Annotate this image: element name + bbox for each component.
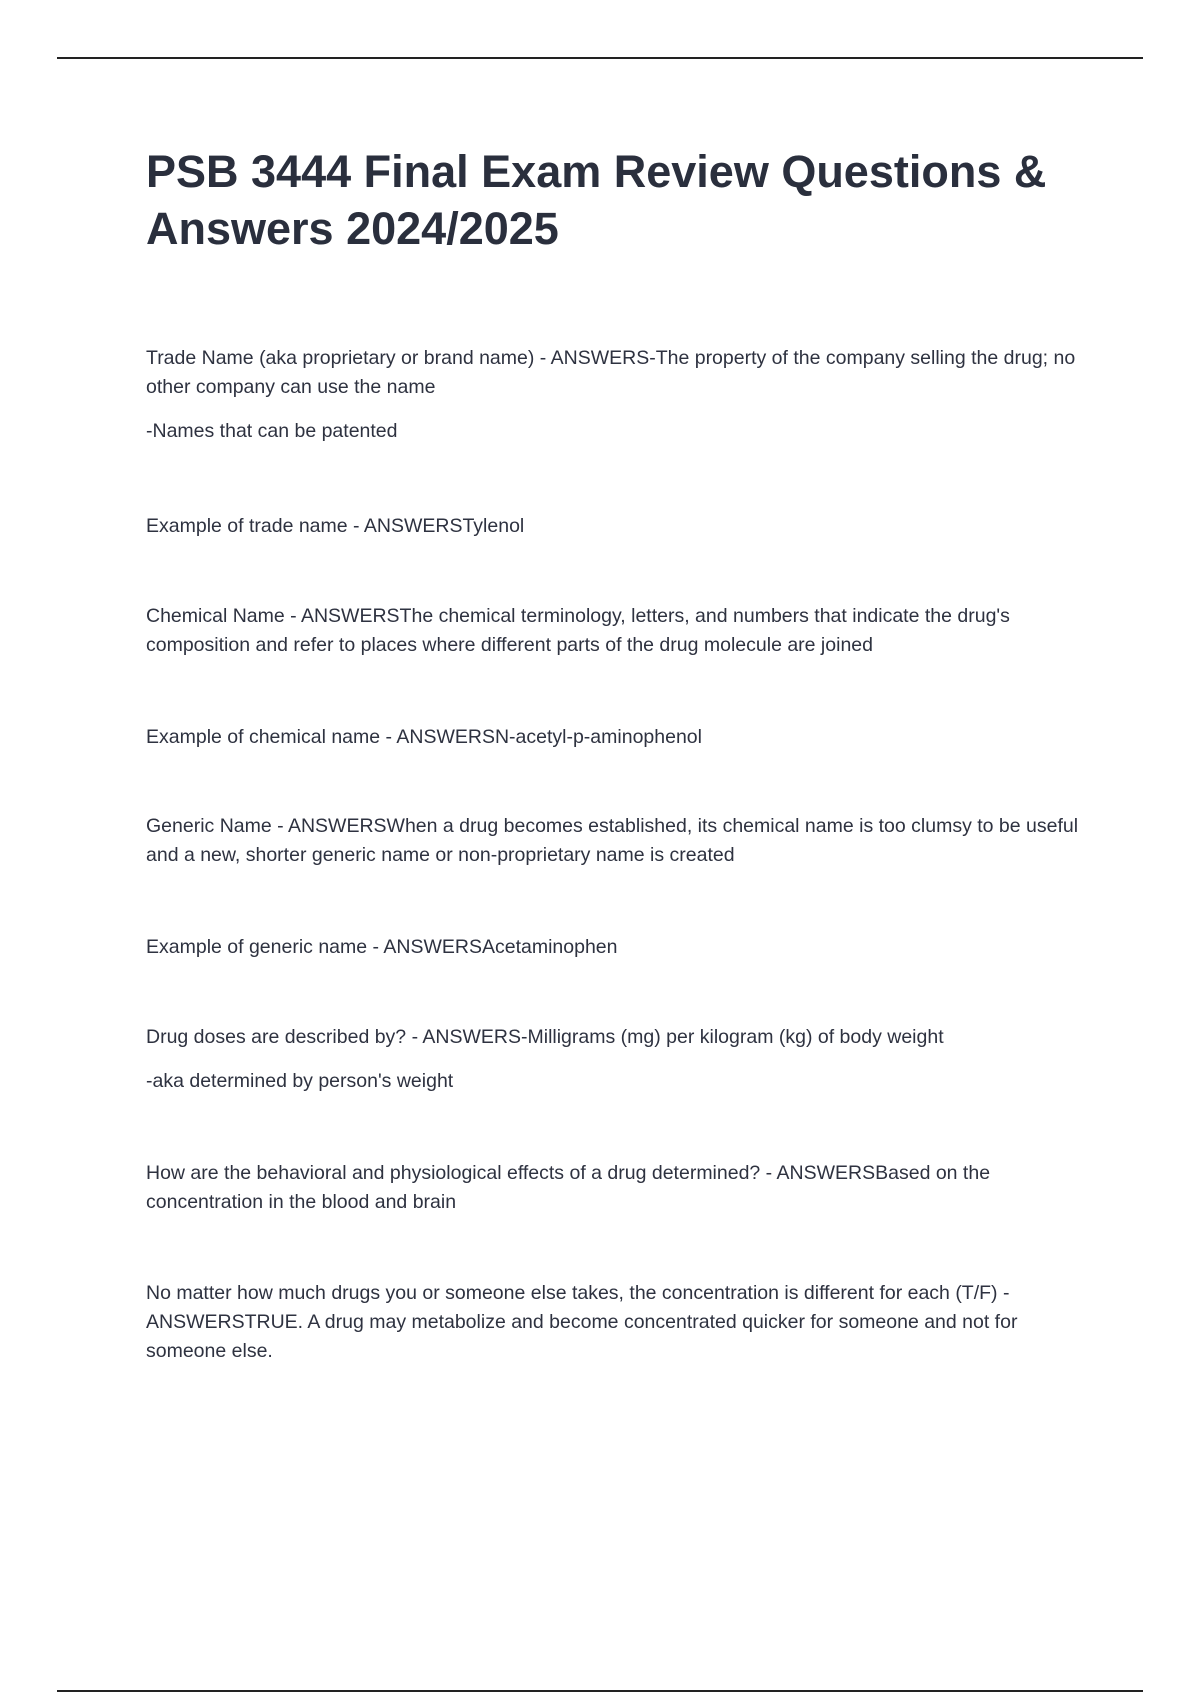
document-title: PSB 3444 Final Exam Review Questions & Answers 2024/2025: [146, 146, 1047, 254]
qa-item-chemical-name-example: [146, 723, 1086, 752]
qa-item-effects-determined: [146, 1159, 1086, 1217]
qa-paragraph: Trade Name (aka proprietary or brand name) - ANSWERS-The property of the company selling the drug; no other company can use the name: [146, 347, 1076, 398]
qa-paragraph: Example of chemical name - ANSWERSN-acetyl-p-aminophenol: [146, 726, 702, 748]
qa-item-trade-name-example: [146, 512, 1086, 541]
qa-paragraph: -Names that can be patented: [146, 420, 398, 442]
qa-paragraph: -aka determined by person's weight: [146, 1070, 454, 1092]
qa-item-chemical-name: [146, 602, 1086, 660]
qa-paragraph: Chemical Name - ANSWERSThe chemical terminology, letters, and numbers that indicate the drug's composition and refer to places where different parts of the drug molecule are joined: [146, 605, 1010, 656]
qa-paragraph: Drug doses are described by? - ANSWERS-Milligrams (mg) per kilogram (kg) of body weight: [146, 1026, 944, 1048]
top-divider: [57, 57, 1143, 59]
qa-paragraph: Generic Name - ANSWERSWhen a drug becomes established, its chemical name is too clumsy to be useful and a new, shorter generic name or non-proprietary name is created: [146, 815, 1079, 866]
qa-paragraph: Example of generic name - ANSWERSAcetaminophen: [146, 936, 618, 958]
qa-item-drug-doses: [146, 1023, 1086, 1096]
qa-item-generic-name-example: [146, 933, 1086, 962]
qa-paragraph: No matter how much drugs you or someone else takes, the concentration is different for each (T/F) - ANSWERSTRUE. A drug may metabolize and become concentrated quicker for someone and not for someone else.: [146, 1282, 1018, 1362]
qa-item-generic-name: [146, 812, 1086, 870]
qa-paragraph: How are the behavioral and physiological effects of a drug determined? - ANSWERSBased on the concentration in the blood and brain: [146, 1162, 991, 1213]
qa-item-concentration: [146, 1279, 1086, 1366]
qa-item-trade-name: [146, 344, 1086, 446]
qa-paragraph: Example of trade name - ANSWERSTylenol: [146, 515, 525, 537]
bottom-divider: [57, 1690, 1143, 1692]
